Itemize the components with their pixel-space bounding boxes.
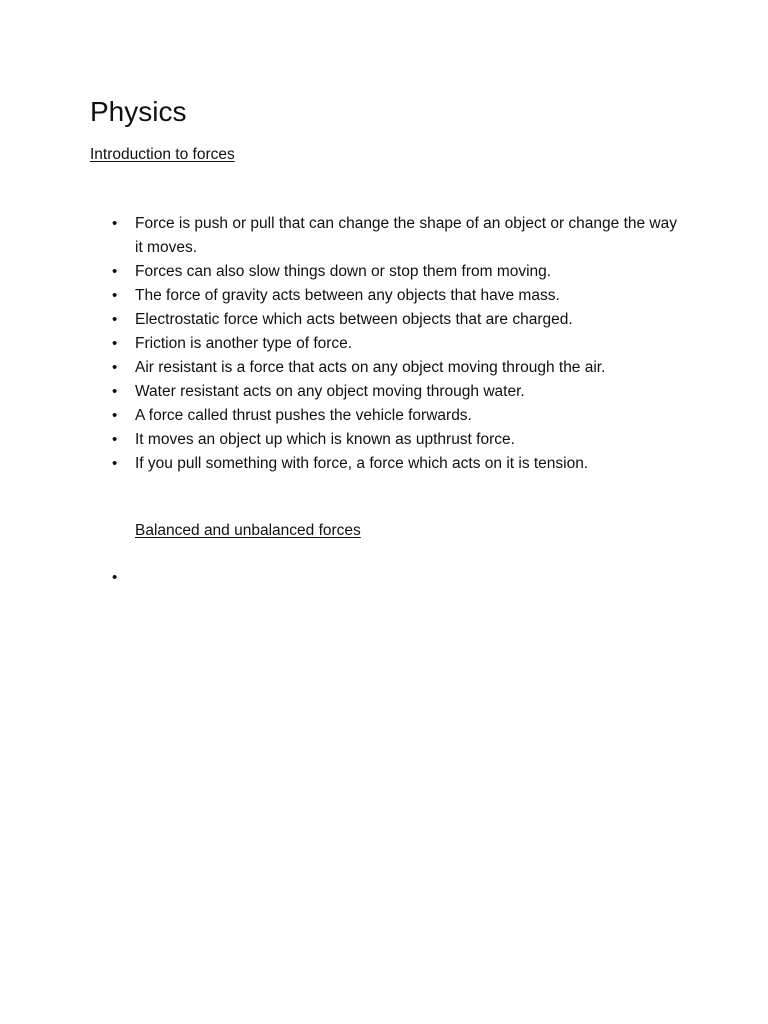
empty-bullet-item: •: [112, 569, 118, 586]
section-heading-introduction: Introduction to forces: [90, 146, 235, 163]
section-heading-balanced-forces: Balanced and unbalanced forces: [135, 522, 361, 539]
bullet-item: • The force of gravity acts between any objects that have mass.: [135, 284, 680, 308]
bullet-item: • If you pull something with force, a force which acts on it is tension.: [135, 452, 680, 476]
document-title: Physics: [90, 96, 187, 127]
bullet-item: • A force called thrust pushes the vehicle forwards.: [135, 404, 680, 428]
bullet-item: • Air resistant is a force that acts on any object moving through the air.: [135, 356, 680, 380]
bullet-item: • Friction is another type of force.: [135, 332, 680, 356]
forces-bullet-list: [135, 212, 680, 476]
bullet-item: • Electrostatic force which acts between objects that are charged.: [135, 308, 680, 332]
bullet-item: • Force is push or pull that can change the shape of an object or change the way it moves.: [135, 212, 680, 260]
bullet-item: • Water resistant acts on any object moving through water.: [135, 380, 680, 404]
bullet-item: • Forces can also slow things down or stop them from moving.: [135, 260, 680, 284]
bullet-item: • It moves an object up which is known as upthrust force.: [135, 428, 680, 452]
